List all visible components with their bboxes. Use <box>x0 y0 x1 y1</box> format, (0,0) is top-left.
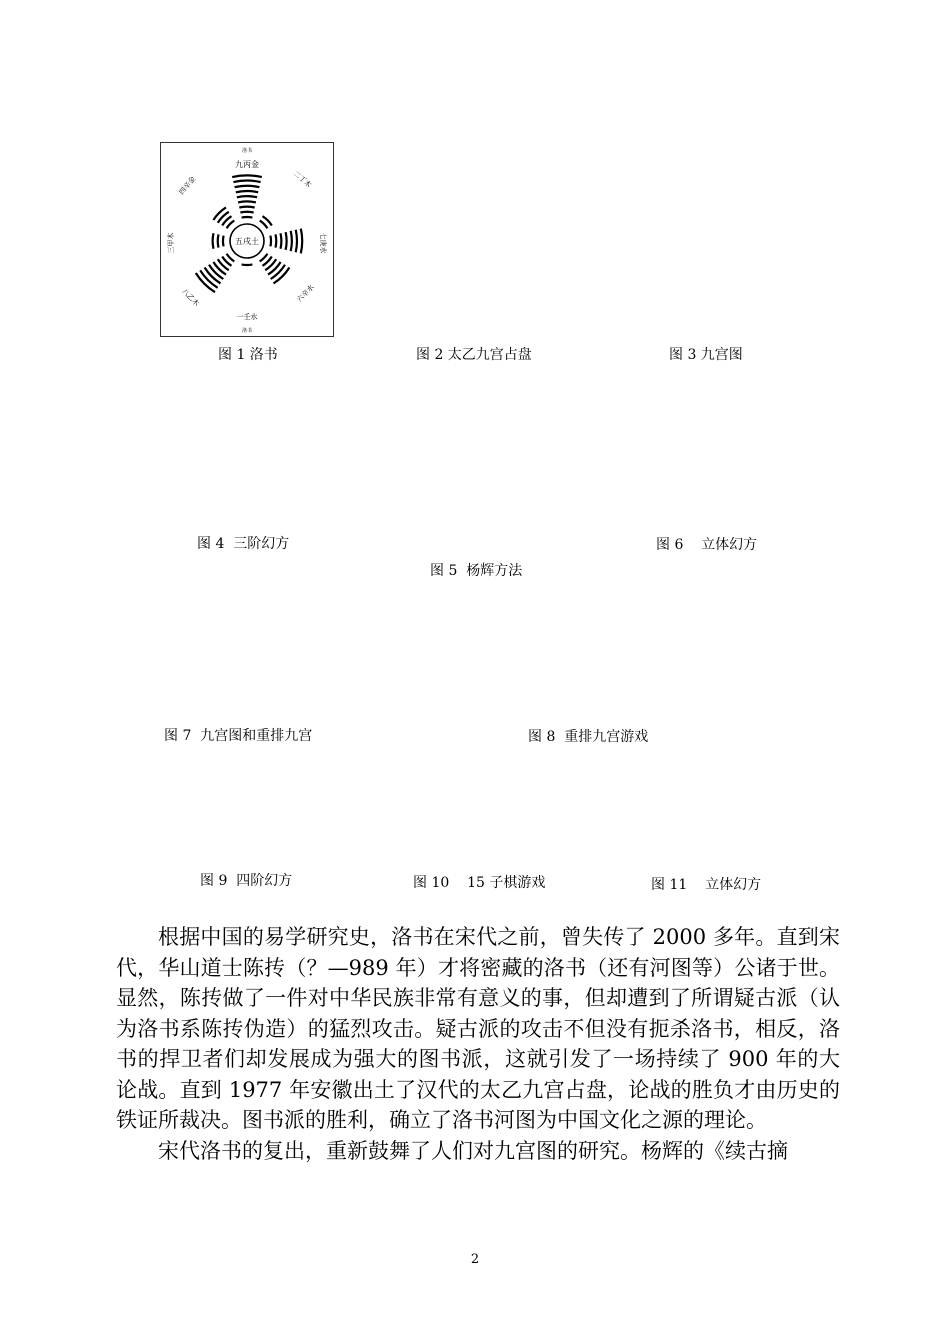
luoshu-arc-stroke <box>238 201 256 202</box>
caption-fig5: 图 5 杨辉方法 <box>430 563 523 579</box>
caption-fig3: 图 3 九宫图 <box>669 347 743 363</box>
luoshu-arc-stroke <box>237 196 257 197</box>
luoshu-arc-stroke <box>260 254 268 262</box>
caption-fig7: 图 7 九宫图和重排九宫 <box>164 728 313 744</box>
luoshu-arc-stroke <box>235 186 260 187</box>
caption-fig2: 图 2 太乙九宫占盘 <box>416 347 532 363</box>
luoshu-arc-stroke <box>276 234 277 247</box>
caption-fig11: 图 11 立体幻方 <box>651 877 762 893</box>
luoshu-arc-group <box>196 175 302 292</box>
luoshu-arc-stroke <box>286 232 287 250</box>
paragraph-1: 根据中国的易学研究史，洛书在宋代之前，曾失传了 2000 多年。直到宋代，华山道士陈抟（？—989 年）才将密藏的洛书（还有河图等）公诸于世。显然，陈抟做了一件对中华民族非常有意义的事，但却遭到了所谓疑古派（认为洛书系陈抟伪造）的猛烈攻击。疑古派的攻击不但没有扼杀洛书，相反，洛书的捍卫者们却发展成为强大的图书派，这就引发了一场持续了 900 年的大论战。直到 1977 年安徽出土了汉代的太乙九宫占盘，论战的胜负才由历史的铁证所裁决。图书派的胜利，确立了洛书河图为中国文化之源的理论。 <box>116 925 840 1132</box>
luoshu-se-label: 四辛金 <box>177 175 198 197</box>
paragraph-2: 宋代洛书的复出，重新鼓舞了人们对九宫图的研究。杨辉的《续古摘 <box>158 1138 788 1163</box>
luoshu-ne-label: 八乙木 <box>180 287 201 308</box>
luoshu-nw-label: 六辛水 <box>295 283 316 304</box>
luoshu-arc-stroke <box>242 264 253 265</box>
caption-fig9: 图 9 四阶幻方 <box>200 873 293 889</box>
luoshu-arc-stroke <box>232 175 262 177</box>
luoshu-arc-stroke <box>240 212 253 213</box>
luoshu-arc-stroke <box>270 236 271 247</box>
page-number: 2 <box>470 1252 480 1267</box>
luoshu-arc-stroke <box>291 231 292 251</box>
luoshu-arc-stroke <box>260 221 268 229</box>
luoshu-arc-stroke <box>296 230 297 252</box>
caption-fig8: 图 8 重排九宫游戏 <box>528 729 649 745</box>
luoshu-sw-label: 二丁木 <box>291 169 313 190</box>
luoshu-arc-stroke <box>242 217 253 218</box>
caption-fig1: 图 1 洛书 <box>218 347 278 363</box>
luoshu-arc-stroke <box>227 221 235 229</box>
caption-fig4: 图 4 三阶幻方 <box>197 536 290 552</box>
luoshu-arc-stroke <box>233 181 260 183</box>
caption-fig10: 图 10 15 子棋游戏 <box>413 875 546 891</box>
luoshu-bottom-mark: 洛书 <box>241 328 253 334</box>
luoshu-arc-stroke <box>281 233 282 248</box>
luoshu-arc-stroke <box>218 234 219 247</box>
luoshu-arc-stroke <box>227 254 235 262</box>
luoshu-figure <box>160 142 334 337</box>
luoshu-east-label: 三甲木 <box>167 232 175 254</box>
luoshu-north-label: 一壬水 <box>236 313 258 321</box>
luoshu-diagram <box>161 143 333 336</box>
luoshu-arc-stroke <box>301 229 302 254</box>
caption-fig6: 图 6 立体幻方 <box>656 537 758 553</box>
luoshu-arc-stroke <box>236 191 258 192</box>
luoshu-south-label: 九丙金 <box>235 160 259 169</box>
luoshu-heading: 洛书 <box>241 148 253 154</box>
luoshu-arc-stroke <box>223 236 224 247</box>
luoshu-arc-stroke <box>213 207 226 220</box>
body-text <box>116 922 840 1166</box>
luoshu-west-label: 七庚水 <box>319 232 327 254</box>
luoshu-arc-stroke <box>213 233 214 248</box>
luoshu-arc-stroke <box>239 207 254 208</box>
luoshu-center-label: 五戌土 <box>235 237 259 246</box>
